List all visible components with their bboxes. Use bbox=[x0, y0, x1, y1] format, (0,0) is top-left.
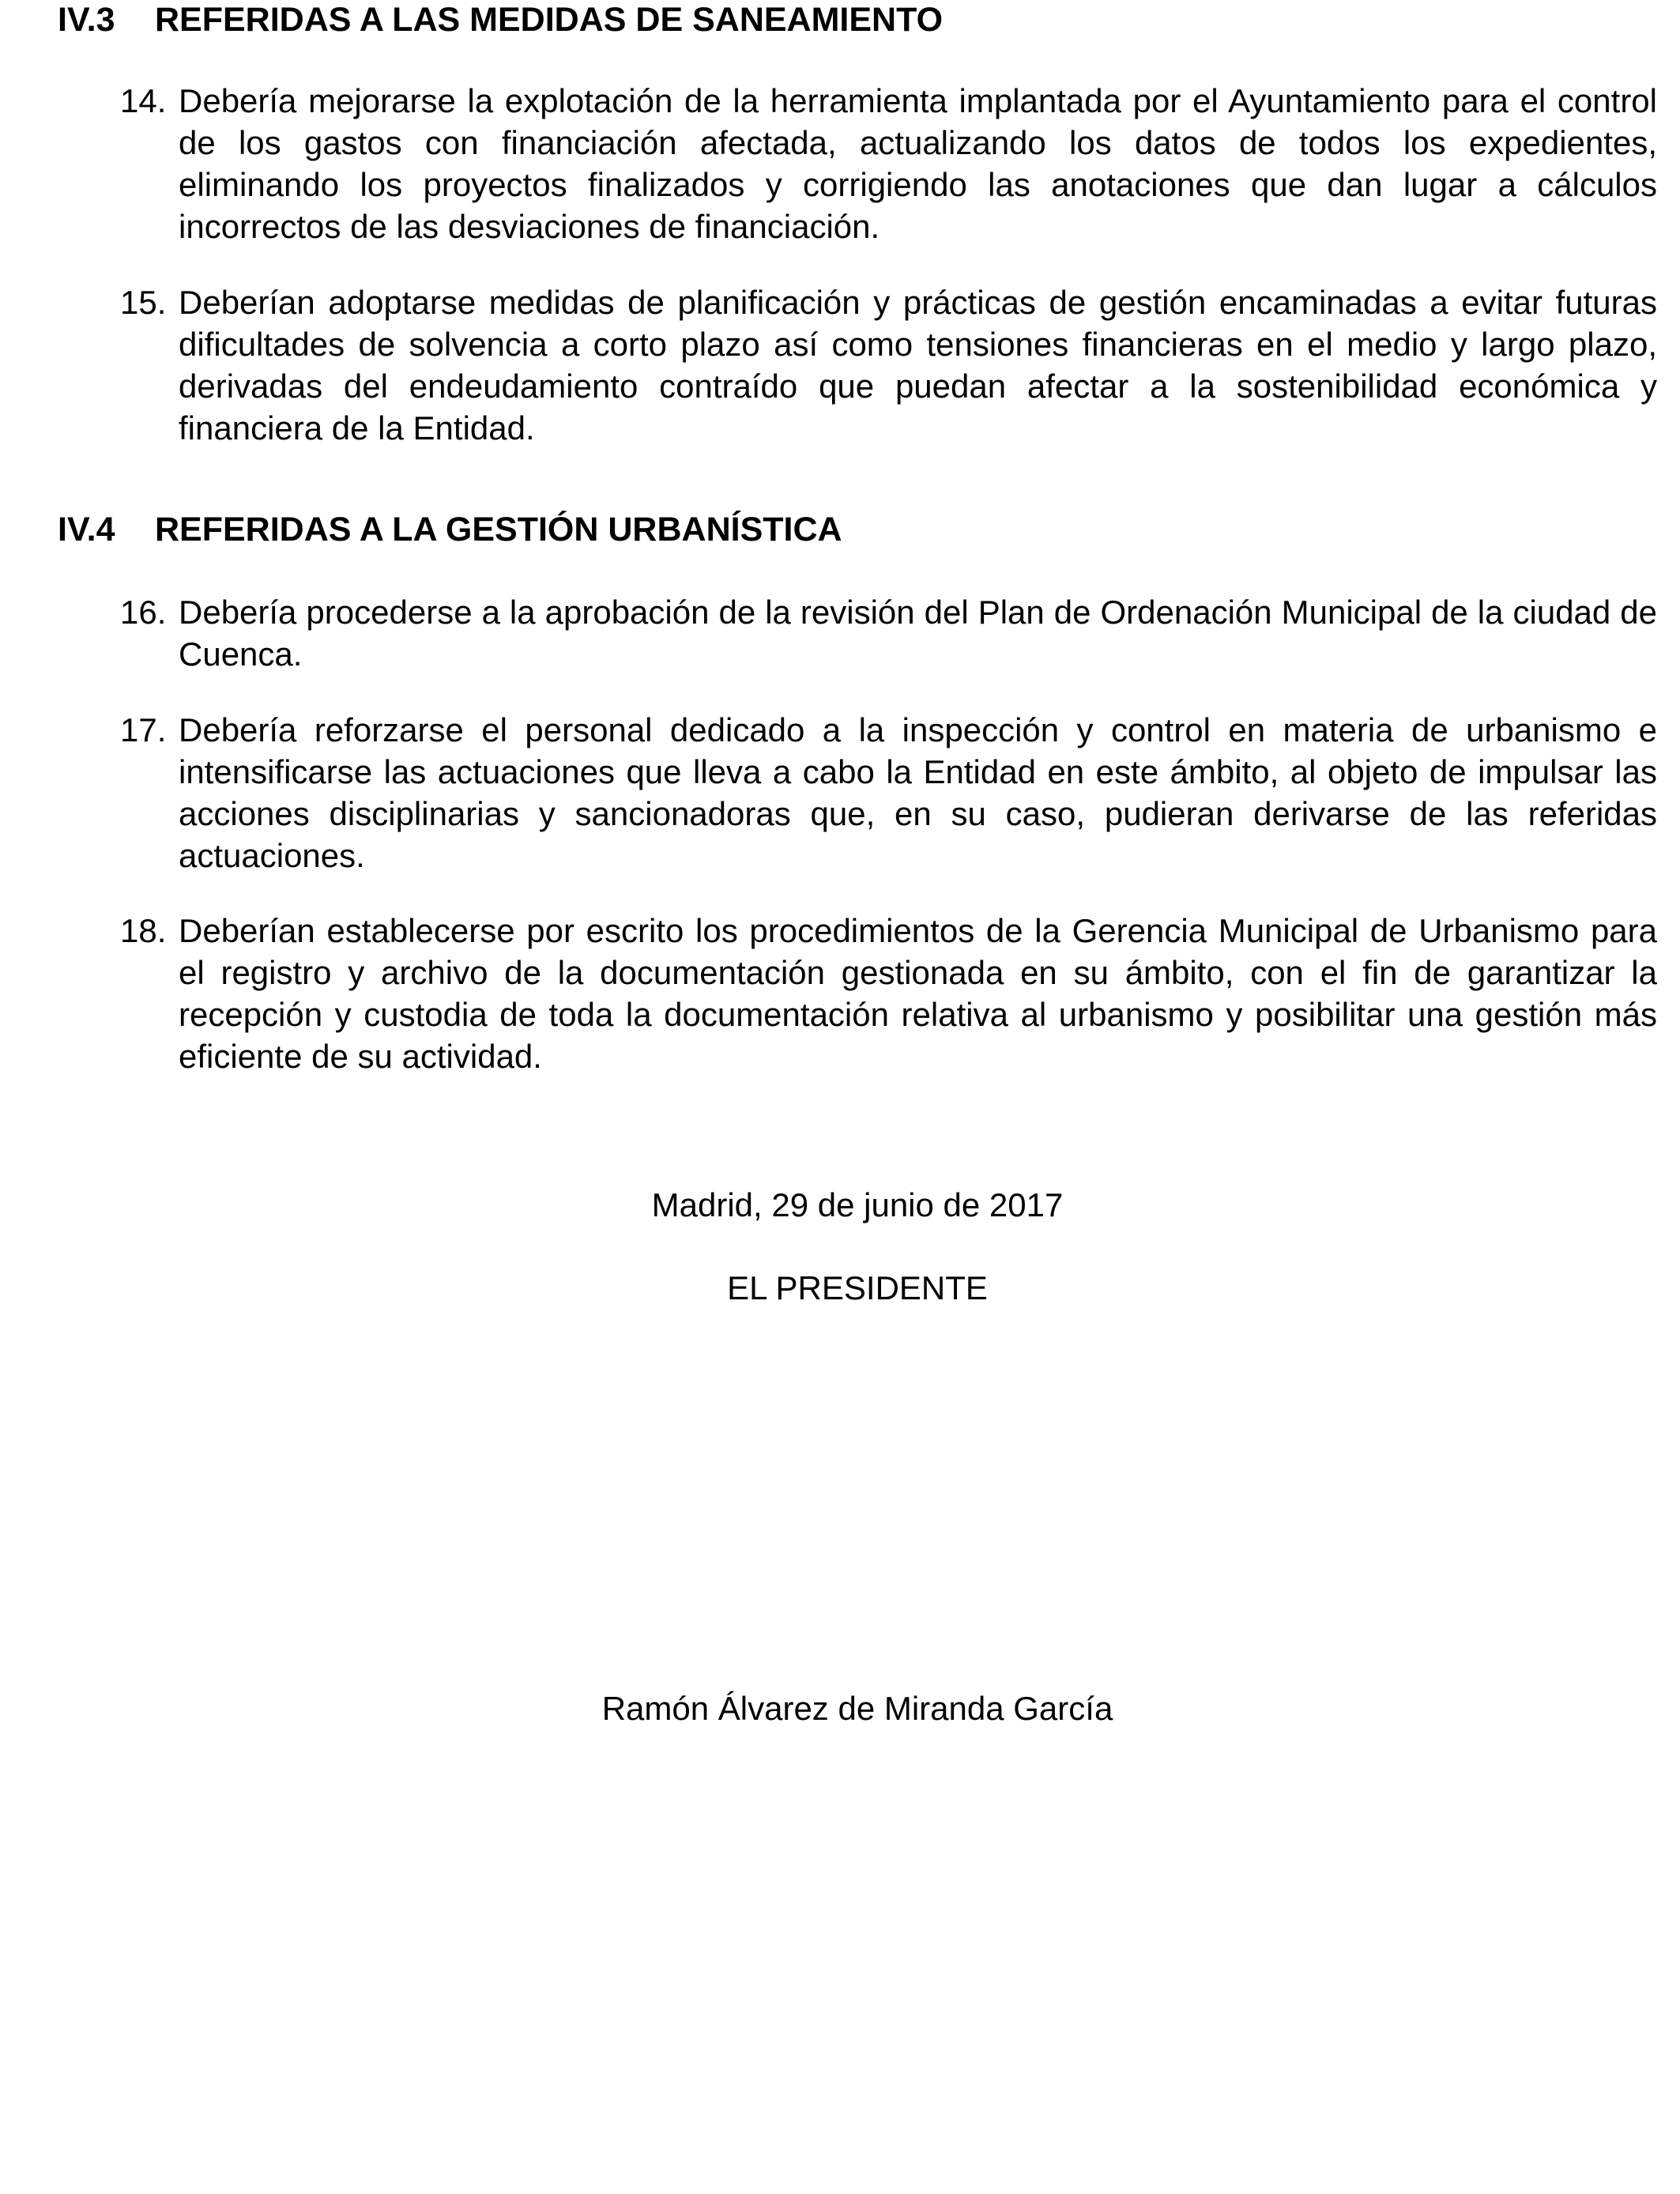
recommendation-item-15 bbox=[58, 281, 1657, 449]
item-number: 14. bbox=[120, 82, 167, 119]
signatory-name: Ramón Álvarez de Miranda García bbox=[601, 1690, 1113, 1727]
recommendation-item-16 bbox=[58, 591, 1657, 675]
section-number: IV.4 bbox=[58, 511, 115, 548]
signatory-role: EL PRESIDENTE bbox=[727, 1269, 988, 1306]
item-number: 17. bbox=[120, 711, 167, 748]
place-date: Madrid, 29 de junio de 2017 bbox=[651, 1186, 1064, 1223]
item-text: Debería reforzarse el personal dedicado a la inspección y control en materia de urbanismo e intensificarse las actuaciones que lleva a cabo la Entidad en este ámbito, al objeto de impulsar las acciones disciplinarias y sancionadoras que, en su caso, pudieran derivarse de las referidas actuaciones. bbox=[179, 711, 1657, 874]
recommendation-item-18 bbox=[58, 910, 1657, 1077]
recommendation-item-17 bbox=[58, 709, 1657, 876]
item-number: 18. bbox=[120, 912, 167, 949]
item-text: Debería procederse a la aprobación de la revisión del Plan de Ordenación Municipal de la ciudad de Cuenca. bbox=[179, 594, 1657, 673]
section-title: REFERIDAS A LA GESTIÓN URBANÍSTICA bbox=[155, 511, 842, 548]
section-title: REFERIDAS A LAS MEDIDAS DE SANEAMIENTO bbox=[155, 1, 944, 39]
item-text: Deberían establecerse por escrito los procedimientos de la Gerencia Municipal de Urbanismo para el registro y archivo de la documentación gestionada en su ámbito, con el fin de garantizar la recepción y custodia de toda la documentación relativa al urbanismo y posibilitar una gestión más eficiente de su actividad. bbox=[179, 912, 1657, 1075]
recommendation-item-14 bbox=[58, 80, 1657, 247]
item-number: 15. bbox=[120, 284, 167, 321]
section-heading-iv3 bbox=[58, 0, 943, 40]
item-number: 16. bbox=[120, 594, 167, 631]
item-text: Debería mejorarse la explotación de la herramienta implantada por el Ayuntamiento para el control de los gastos con financiación afectada, actualizando los datos de todos los expedientes, eliminando los proyectos finalizados y corrigiendo las anotaciones que dan lugar a cálculos incorrectos de las desviaciones de financiación. bbox=[179, 82, 1657, 245]
section-heading-iv4 bbox=[58, 510, 842, 549]
section-number: IV.3 bbox=[58, 1, 115, 39]
item-text: Deberían adoptarse medidas de planificación y prácticas de gestión encaminadas a evitar futuras dificultades de solvencia a corto plazo así como tensiones financieras en el medio y largo plazo, derivadas del endeudamiento contraído que puedan afectar a la sostenibilidad económica y financiera de la Entidad. bbox=[179, 284, 1657, 447]
